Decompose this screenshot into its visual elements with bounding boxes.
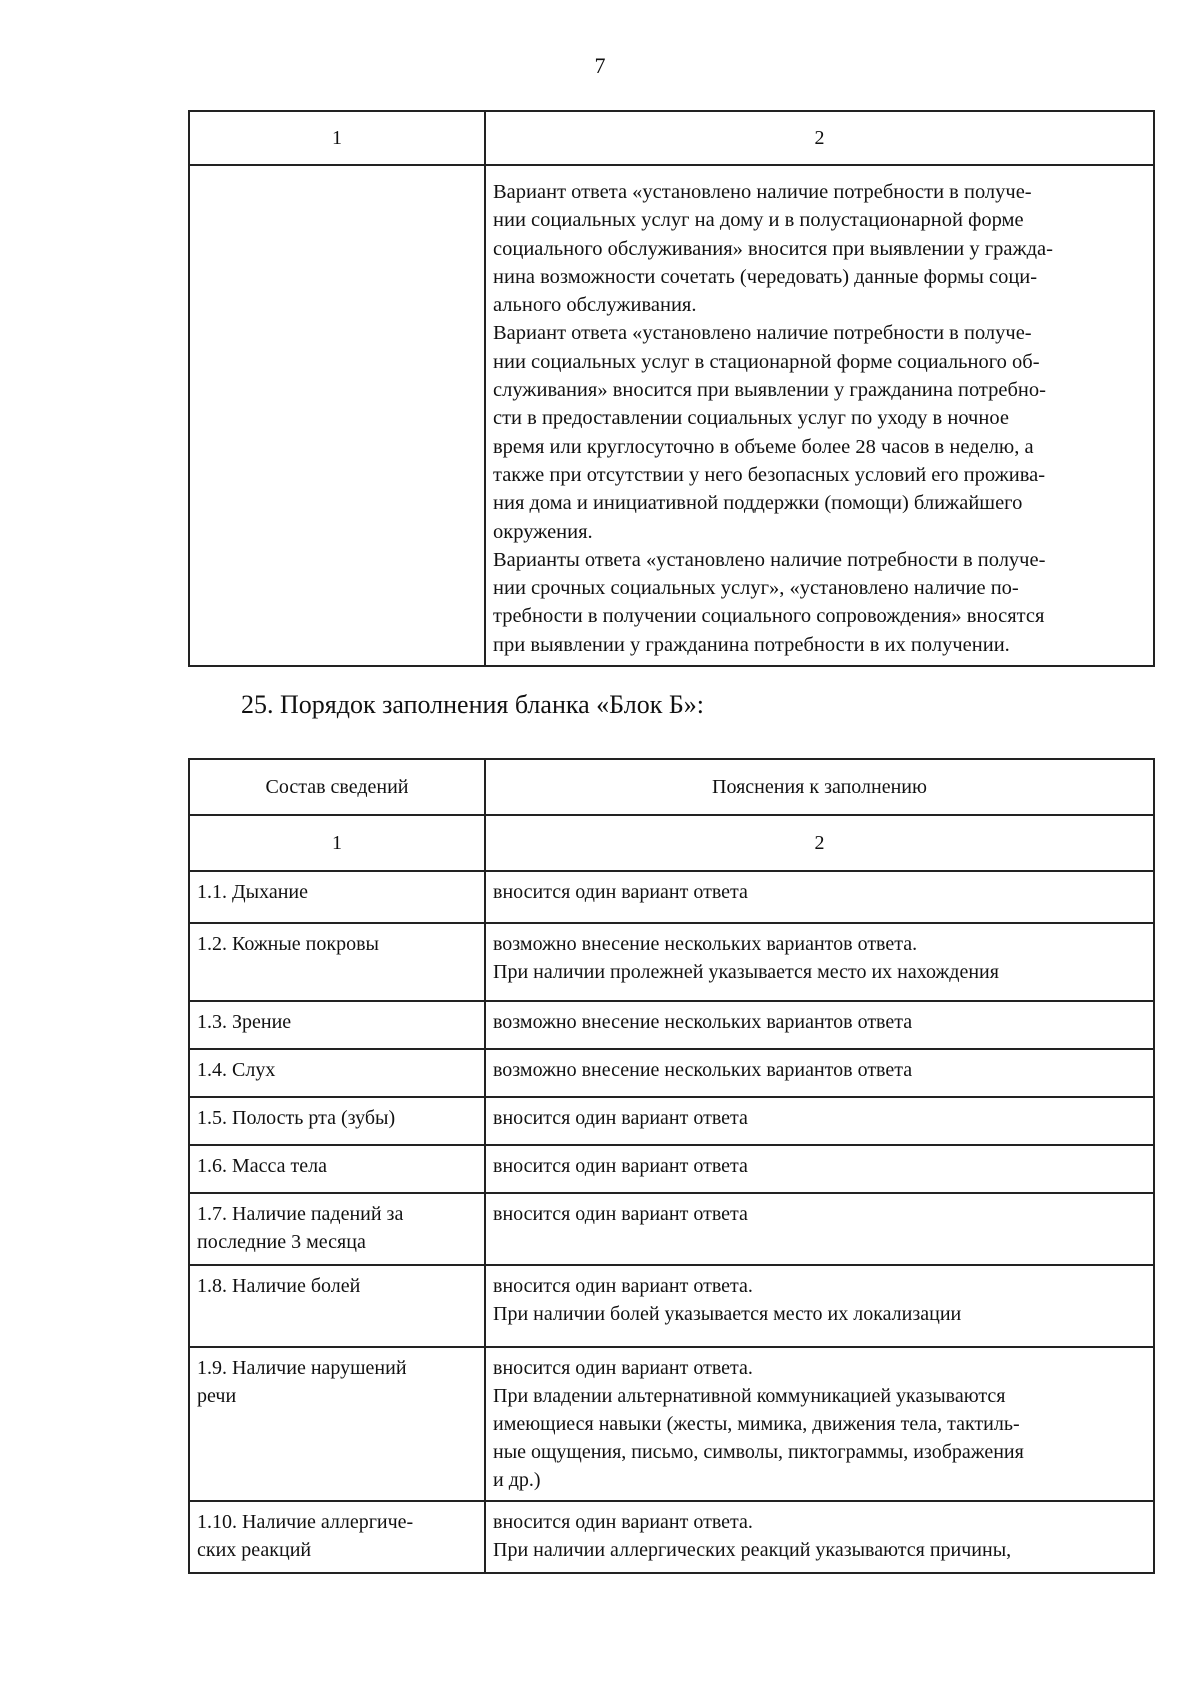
note-cell: вносится один вариант ответа. При владении альтернативной коммуникацией указываются имеющиеся навыки (жесты, мимика, движения тела, тактиль- ные ощущения, письмо, символы, пиктограммы, изображения и др.) xyxy=(485,1347,1154,1501)
column-number-row xyxy=(189,111,1154,165)
table-row xyxy=(189,165,1154,666)
item-cell: 1.4. Слух xyxy=(189,1049,485,1097)
note-cell: вносится один вариант ответа xyxy=(485,871,1154,923)
table-row xyxy=(189,871,1154,923)
table-row xyxy=(189,1347,1154,1501)
page-number: 7 xyxy=(594,53,606,78)
table-row xyxy=(189,1001,1154,1049)
table-row xyxy=(189,1265,1154,1347)
table-row xyxy=(189,1145,1154,1193)
item-cell: 1.10. Наличие аллергиче- ских реакций xyxy=(189,1501,485,1573)
column-number-2: 2 xyxy=(485,111,1154,165)
item-cell: 1.8. Наличие болей xyxy=(189,1265,485,1347)
section-title: 25. Порядок заполнения бланка «Блок Б»: xyxy=(241,690,704,719)
item-cell: 1.5. Полость рта (зубы) xyxy=(189,1097,485,1145)
note-cell: вносится один вариант ответа. При наличии аллергических реакций указываются причины, xyxy=(485,1501,1154,1573)
note-cell: вносится один вариант ответа xyxy=(485,1145,1154,1193)
empty-cell xyxy=(189,165,485,666)
note-cell: возможно внесение нескольких вариантов ответа xyxy=(485,1001,1154,1049)
paragraph: Вариант ответа «установлено наличие потребности в получе- нии социальных услуг на дому и в полустационарной форме социального обслуживания» вносится при выявлении у гражда- нина возможности сочетать (чередовать) данные формы соци- ального обслуживания. xyxy=(493,181,1053,317)
item-cell: 1.9. Наличие нарушений речи xyxy=(189,1347,485,1501)
header-row xyxy=(189,759,1154,815)
table-row xyxy=(189,923,1154,1001)
item-cell: 1.3. Зрение xyxy=(189,1001,485,1049)
item-cell: 1.2. Кожные покровы xyxy=(189,923,485,1001)
explanation-cell xyxy=(485,165,1154,666)
block-b-table xyxy=(188,758,1155,1574)
note-cell: вносится один вариант ответа. При наличии болей указывается место их локализации xyxy=(485,1265,1154,1347)
table-row xyxy=(189,1501,1154,1573)
column-number-1: 1 xyxy=(189,111,485,165)
header-cell: Состав сведений xyxy=(189,759,485,815)
table-row xyxy=(189,1193,1154,1265)
column-number-row xyxy=(189,815,1154,871)
continuation-table xyxy=(188,110,1155,667)
paragraph: Вариант ответа «установлено наличие потребности в получе- нии социальных услуг в стационарной форме социального об- служивания» вносится при выявлении у гражданина потребно- сти в предоставлении социальных услуг по уходу в ночное время или круглосуточно в объеме более 28 часов в неделю, а также при отсутствии у него безопасных условий его прожива- ния дома и инициативной поддержки (помощи) ближайшего окружения. xyxy=(493,322,1046,543)
column-number-1: 1 xyxy=(189,815,485,871)
paragraph: Варианты ответа «установлено наличие потребности в получе- нии срочных социальных услуг», «установлено наличие по- требности в получении социального сопровождения» вносятся при выявлении у гражданина потребности в их получении. xyxy=(493,548,1046,656)
table-row xyxy=(189,1097,1154,1145)
note-cell: возможно внесение нескольких вариантов ответа xyxy=(485,1049,1154,1097)
item-cell: 1.6. Масса тела xyxy=(189,1145,485,1193)
note-cell: возможно внесение нескольких вариантов ответа. При наличии пролежней указывается место их нахождения xyxy=(485,923,1154,1001)
note-cell: вносится один вариант ответа xyxy=(485,1193,1154,1265)
column-number-2: 2 xyxy=(485,815,1154,871)
item-cell: 1.7. Наличие падений за последние 3 месяца xyxy=(189,1193,485,1265)
header-cell: Пояснения к заполнению xyxy=(485,759,1154,815)
item-cell: 1.1. Дыхание xyxy=(189,871,485,923)
note-cell: вносится один вариант ответа xyxy=(485,1097,1154,1145)
table-row xyxy=(189,1049,1154,1097)
